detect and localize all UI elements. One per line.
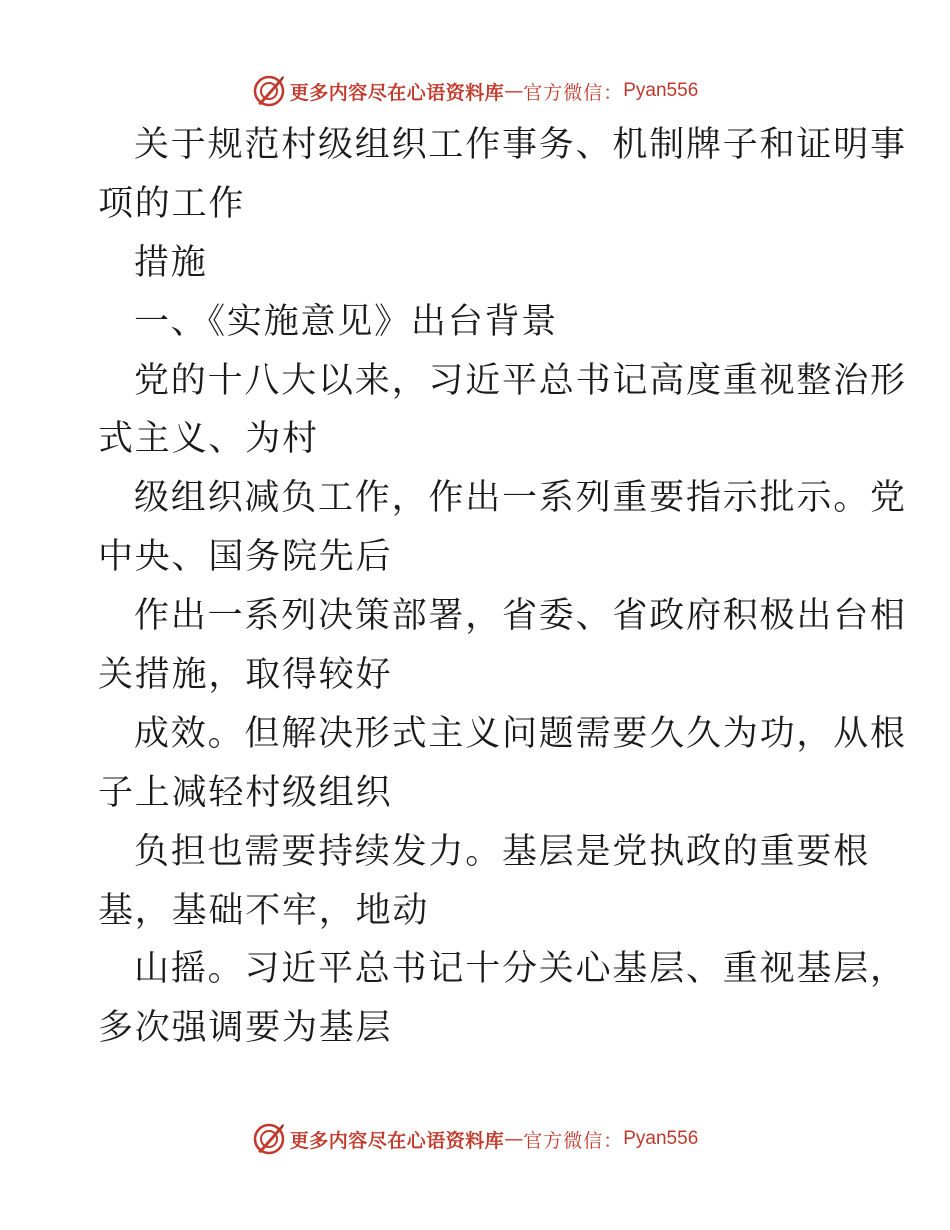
section-heading: 一、《实施意见》出台背景: [134, 301, 559, 342]
watermark-main-text: 更多内容尽在心语资料库: [289, 81, 505, 104]
paragraph-line: 多次强调要为基层: [98, 1008, 393, 1049]
title-line-1: 关于规范村级组织工作事务、机制牌子和证明事: [134, 125, 907, 165]
pen-logo-icon: [252, 74, 286, 108]
pen-logo-icon: [252, 1122, 286, 1156]
paragraph-line: 党的十八大以来，习近平总书记高度重视整治形: [134, 360, 907, 401]
paragraph-line: 基，基础不牢，地动: [98, 890, 430, 931]
watermark-wechat-id: Pyan556: [623, 80, 699, 101]
watermark-dash: —: [504, 1128, 524, 1150]
title-line-3: 措施: [134, 242, 208, 283]
paragraph-line: 作出一系列决策部署，省委、省政府积极出台相: [134, 596, 907, 637]
paragraph-line: 成效。但解决形式主义问题需要久久为功，从根: [134, 713, 907, 754]
paragraph-line: 负担也需要持续发力。基层是党执政的重要根: [134, 831, 871, 872]
watermark-dash: —: [504, 80, 524, 102]
watermark-wechat-id: Pyan556: [623, 1128, 699, 1149]
watermark-wechat-label: 官方微信：: [523, 81, 624, 104]
paragraph-line: 关措施，取得较好: [98, 655, 393, 696]
paragraph-line: 中央、国务院先后: [98, 537, 393, 578]
paragraph-line: 子上减轻村级组织: [98, 772, 393, 813]
footer-watermark: [0, 1119, 950, 1159]
header-watermark: [0, 71, 950, 111]
watermark-wechat-label: 官方微信：: [523, 1129, 624, 1152]
paragraph-line: 山摇。习近平总书记十分关心基层、重视基层，: [134, 949, 907, 990]
paragraph-line: 级组织减负工作，作出一系列重要指示批示。党: [134, 478, 907, 519]
document-body: [98, 116, 907, 1058]
title-line-2: 项的工作: [98, 183, 246, 224]
paragraph-line: 式主义、为村: [98, 419, 319, 460]
watermark-main-text: 更多内容尽在心语资料库: [289, 1129, 505, 1152]
